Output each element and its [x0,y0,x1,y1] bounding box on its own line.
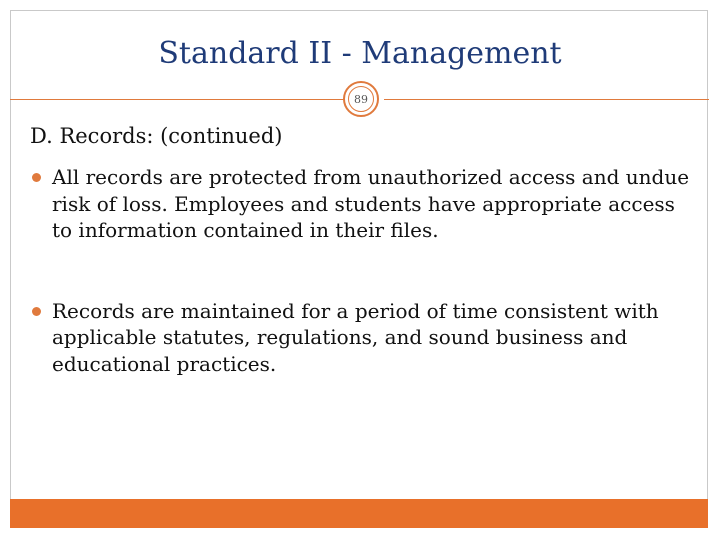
title-divider-left [10,99,344,100]
bullet-text: All records are protected from unauthorized access and undue risk of loss. Employees and students have appropriate access to information contained in their files. [52,165,690,242]
footer-bar [10,499,708,528]
bullet-item [30,298,695,378]
bullet-dot-icon [32,173,41,182]
bullet-list [30,164,695,377]
bullet-item [30,164,695,244]
page-number-badge [343,81,379,117]
slide-title: Standard II - Management [158,36,562,71]
section-heading: D. Records: (continued) [30,124,283,148]
bullet-text: Records are maintained for a period of time consistent with applicable statutes, regulations, and sound business and educational practices. [52,298,659,376]
bullet-dot-icon [32,307,41,316]
title-divider-right [384,99,709,100]
page-number: 89 [348,86,374,112]
